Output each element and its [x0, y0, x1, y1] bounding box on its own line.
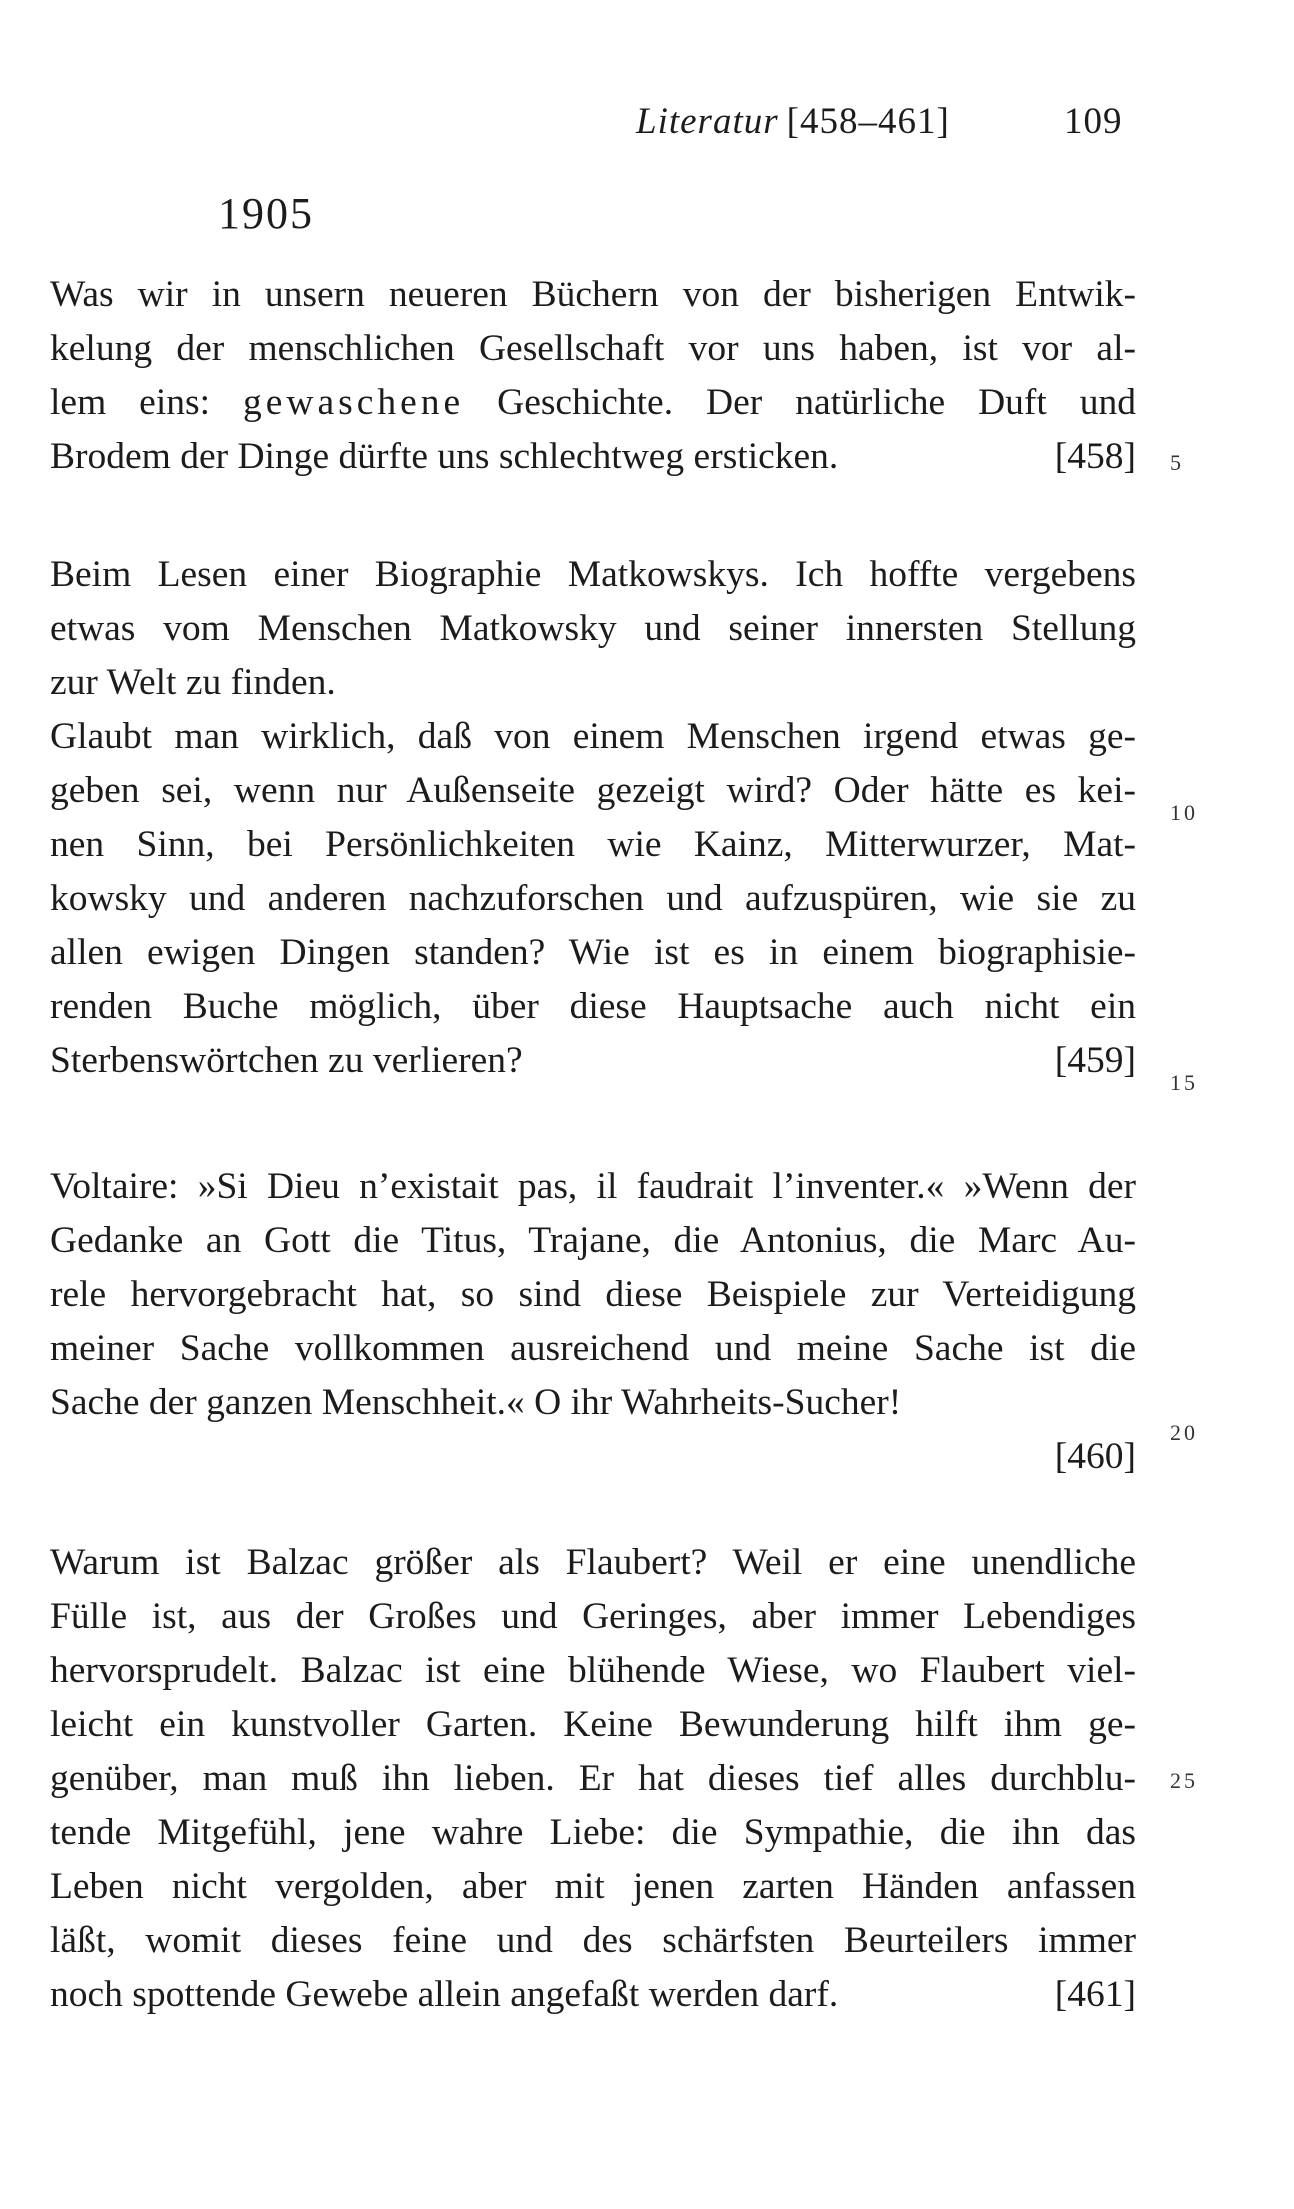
text-line: meiner Sache vollkommen ausreichend und meine Sache ist die [50, 1328, 1136, 1369]
text-line [50, 1968, 1136, 2022]
text-line: Voltaire: »Si Dieu n’existait pas, il faudrait l’inventer.« »Wenn der [50, 1166, 1136, 1207]
text-line: renden Buche möglich, über diese Hauptsache auch nicht ein [50, 986, 1136, 1027]
text-fragment: Brodem der Dinge dürfte uns schlechtweg ersticken. [50, 436, 839, 477]
text-line: Was wir in unsern neueren Büchern von der bisherigen Entwik- [50, 274, 1136, 315]
text-line: genüber, man muß ihn lieben. Er hat dieses tief alles durchblu- [50, 1758, 1136, 1799]
text-line: rele hervorgebracht hat, so sind diese Beispiele zur Verteidigung [50, 1274, 1136, 1315]
page-number: 109 [1064, 101, 1123, 142]
text-line: Sache der ganzen Menschheit.« O ihr Wahrheits-Sucher! [50, 1382, 902, 1423]
running-header [636, 100, 1156, 143]
text-line: Warum ist Balzac größer als Flaubert? Weil er eine unendliche [50, 1542, 1136, 1583]
line-number: 5 [1170, 450, 1184, 475]
text-fragment: Sterbenswörtchen zu verlieren? [50, 1040, 523, 1081]
text-line: geben sei, wenn nur Außenseite gezeigt wird? Oder hätte es kei- [50, 770, 1136, 811]
text-fragment: noch spottende Gewebe allein angefaßt werden darf. [50, 1974, 839, 2015]
entry-ref: [461] [1054, 1974, 1136, 2015]
text-line: läßt, womit dieses feine und des schärfsten Beurteilers immer [50, 1920, 1136, 1961]
entry-461 [50, 1536, 1136, 2022]
entry-ref: [459] [1054, 1040, 1136, 1081]
text-line: Glaubt man wirklich, daß von einem Menschen irgend etwas ge- [50, 716, 1136, 757]
text-line: zur Welt zu finden. [50, 662, 336, 703]
entry-458 [50, 268, 1136, 484]
text-line: tende Mitgefühl, jene wahre Liebe: die Sympathie, die ihn das [50, 1812, 1136, 1853]
line-number: 15 [1170, 1070, 1198, 1095]
year-heading: 1905 [218, 189, 314, 238]
text-line [50, 376, 1136, 430]
entry-ref: [458] [1054, 436, 1136, 477]
text-line: allen ewigen Dingen standen? Wie ist es in einem biographisie- [50, 932, 1136, 973]
text-line: etwas vom Menschen Matkowsky und seiner innersten Stellung [50, 608, 1136, 649]
text-fragment: lem eins: [50, 382, 211, 423]
line-number: 10 [1170, 800, 1198, 825]
spaced-emphasis: gewaschene [242, 382, 465, 423]
text-line [50, 430, 1136, 484]
text-line: Gedanke an Gott die Titus, Trajane, die Antonius, die Marc Au- [50, 1220, 1136, 1261]
entry-460 [50, 1160, 1136, 1484]
text-line: kowsky und anderen nachzuforschen und aufzuspüren, wie sie zu [50, 878, 1136, 919]
running-title: Literatur [636, 101, 779, 142]
text-line: Beim Lesen einer Biographie Matkowskys. Ich hoffte vergebens [50, 554, 1136, 595]
text-line: kelung der menschlichen Gesellschaft vor uns haben, ist vor al- [50, 328, 1136, 369]
page-range: [458–461] [786, 101, 950, 142]
line-number: 20 [1170, 1420, 1198, 1445]
text-fragment: Geschichte. Der natürliche Duft und [497, 382, 1137, 423]
text-line: leicht ein kunstvoller Garten. Keine Bewunderung hilft ihm ge- [50, 1704, 1136, 1745]
entry-ref: [460] [1054, 1436, 1136, 1477]
text-line: Fülle ist, aus der Großes und Geringes, aber immer Lebendiges [50, 1596, 1136, 1637]
entry-459 [50, 548, 1136, 1088]
text-line [50, 1034, 1136, 1088]
line-number: 25 [1170, 1768, 1198, 1793]
text-line: Leben nicht vergolden, aber mit jenen zarten Händen anfassen [50, 1866, 1136, 1907]
text-line: hervorsprudelt. Balzac ist eine blühende Wiese, wo Flaubert viel- [50, 1650, 1136, 1691]
text-line: nen Sinn, bei Persönlichkeiten wie Kainz, Mitterwurzer, Mat- [50, 824, 1136, 865]
